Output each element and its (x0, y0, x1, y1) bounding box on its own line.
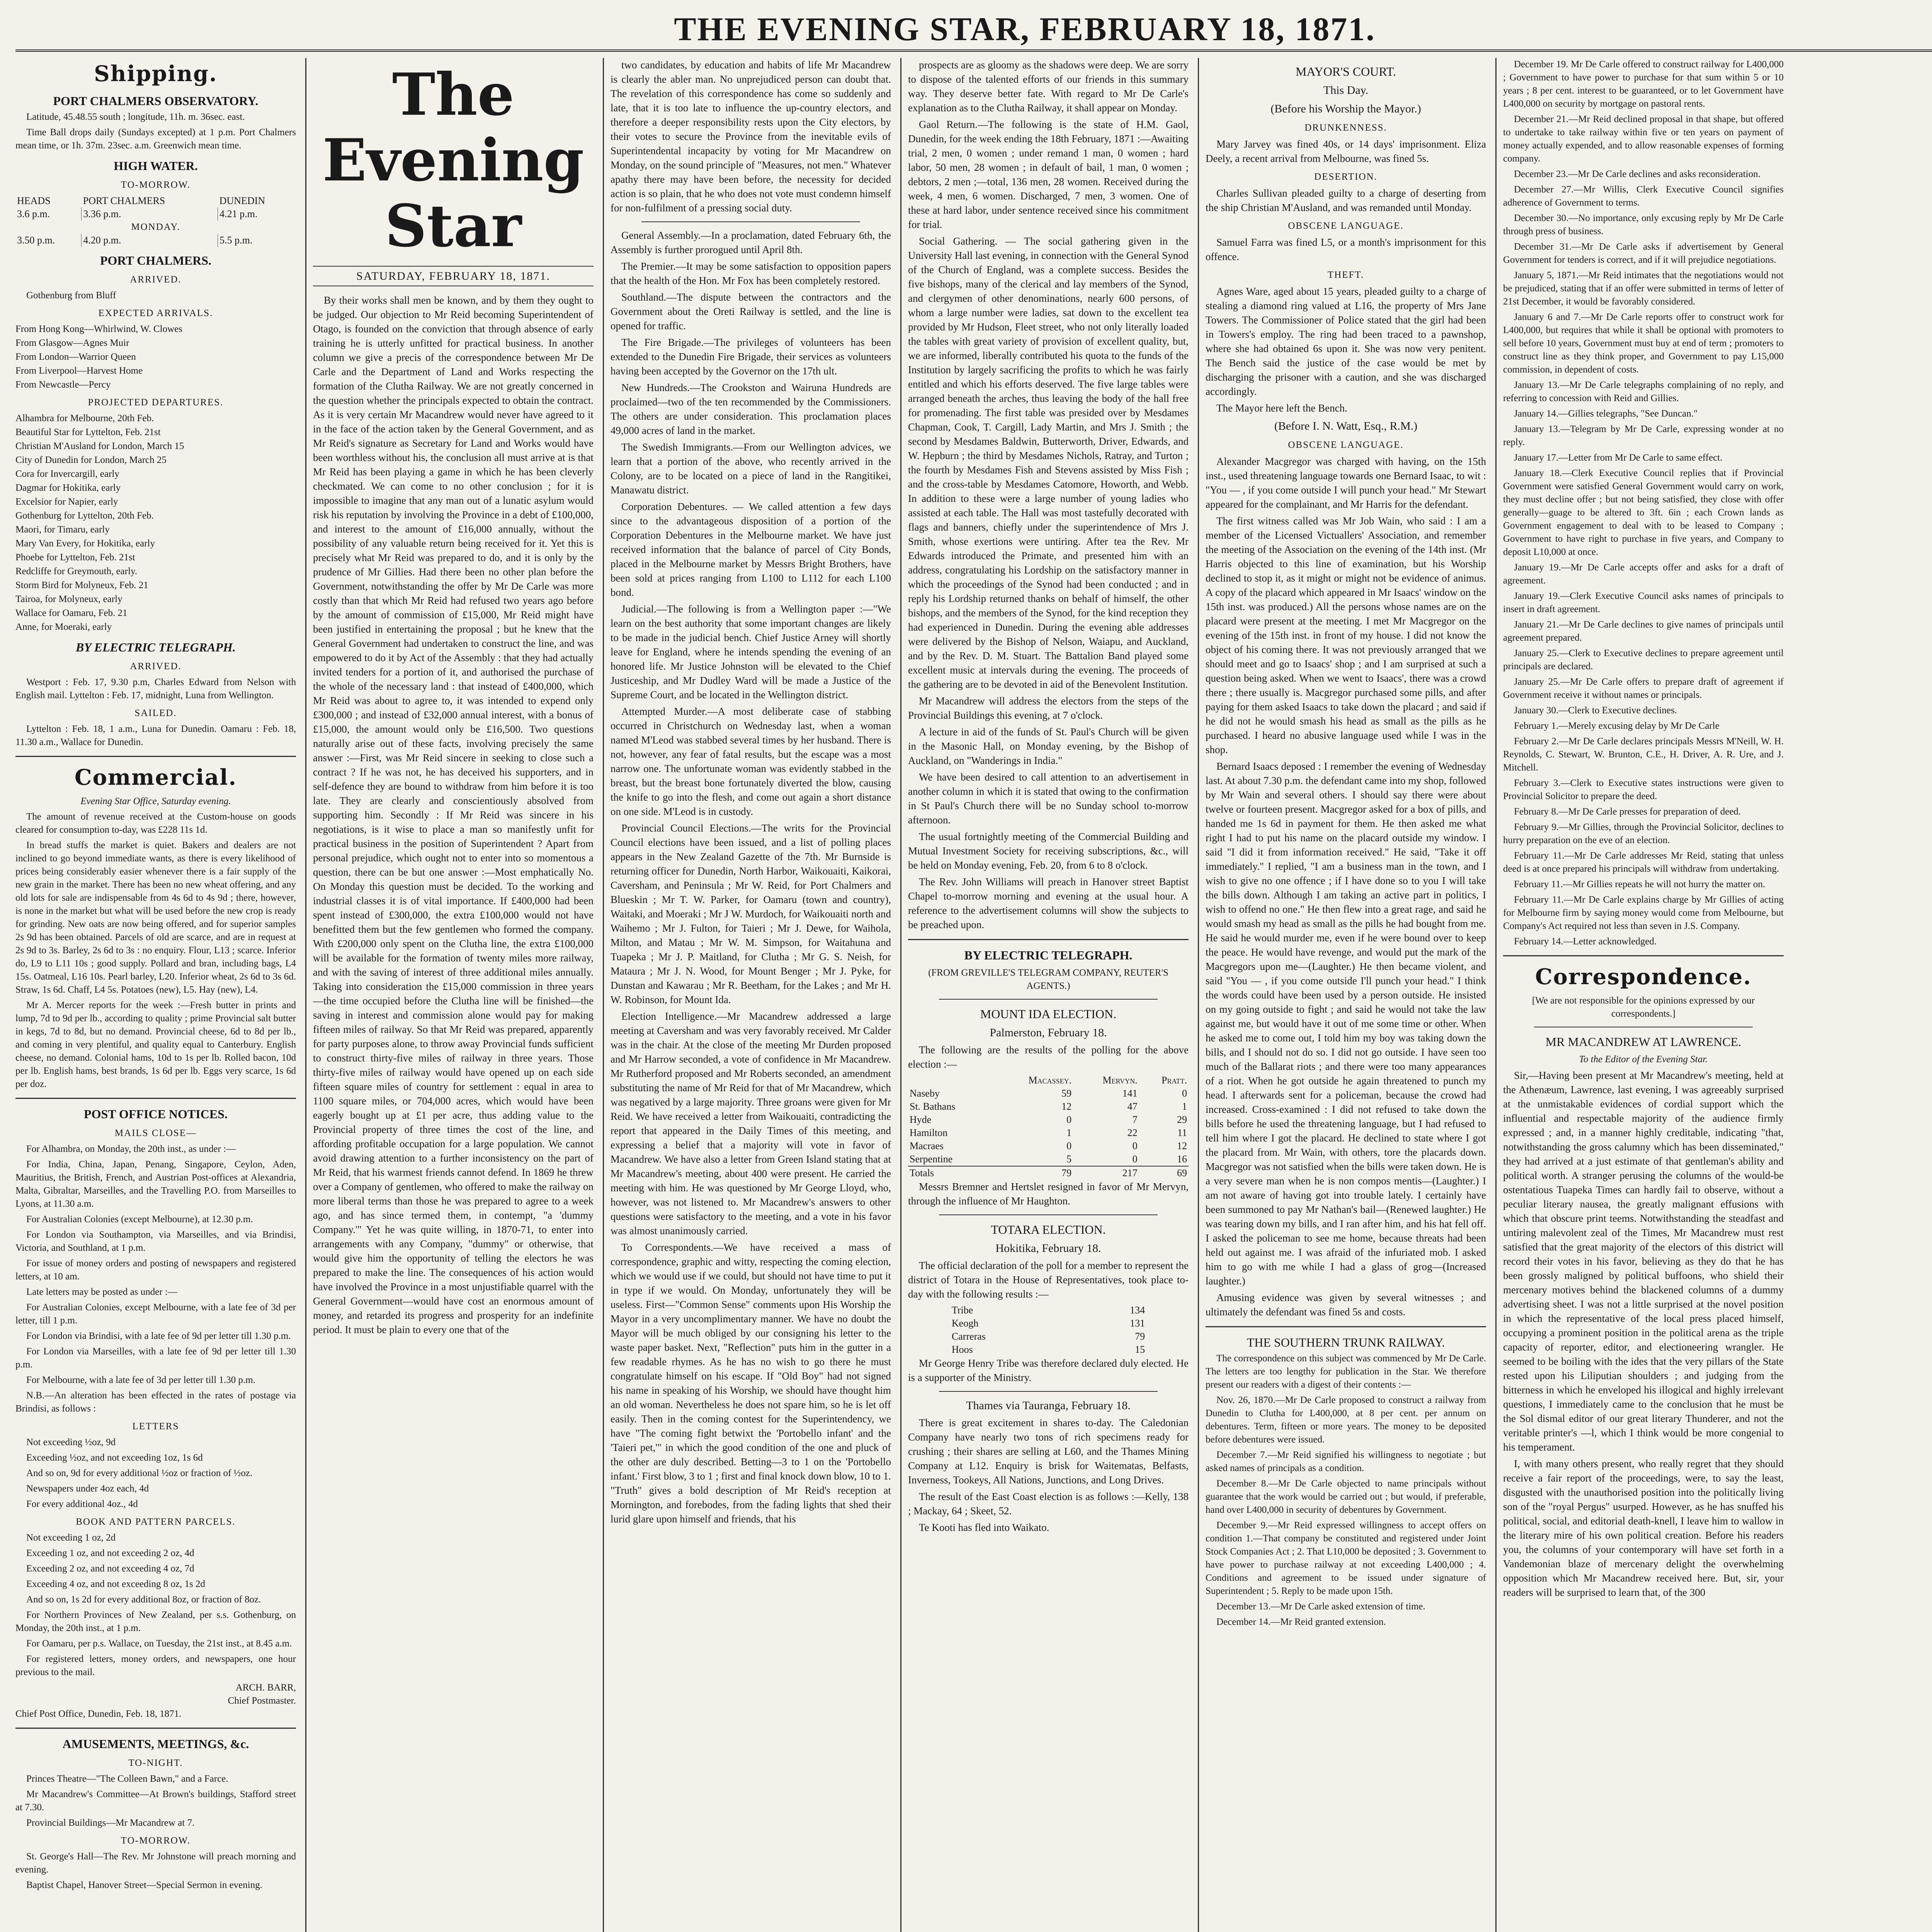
poll-cell: 22 (1127, 1127, 1138, 1138)
list-item: From Newcastle—Percy (15, 379, 111, 390)
obscene-label: OBSCENE LANGUAGE. (1288, 440, 1404, 450)
shipping-title: Shipping. (94, 61, 218, 87)
letter-title: MR MACANDREW AT LAWRENCE. (1545, 1035, 1742, 1049)
divider (939, 1391, 1158, 1392)
totara-cell: 15 (1135, 1344, 1145, 1355)
tide-header: PORT CHALMERS (83, 195, 165, 206)
list-item: January 19.—Clerk Executive Council asks names of principals to insert in draft agreement. (1503, 591, 1784, 614)
news-note: The Rev. John Williams will preach in Hanover street Baptist Chapel to-morrow morning and evening at the usual hour. A reference to the advertisement columns will show the subjects to be preached upon. (908, 876, 1189, 930)
list-item: Gothenburg for Lyttelton, 20th Feb. (15, 510, 154, 521)
list-item: February 1.—Merely excusing delay by Mr De Carle (1514, 721, 1719, 731)
correspondence-note: [We are not responsible for the opinions expressed by our correspondents.] (1532, 995, 1755, 1019)
commercial-dateline: Evening Star Office, Saturday evening. (80, 796, 231, 806)
list-item: January 21.—Mr De Carle declines to give names of principals until agreement prepared. (1503, 619, 1784, 643)
mount-ida-text: The following are the results of the polling for the above election :— (908, 1044, 1189, 1070)
list-item: January 19.—Mr De Carle accepts offer and asks for a draft of agreement. (1503, 562, 1784, 586)
poll-cell: 12 (1061, 1101, 1072, 1112)
commercial-paragraph: In bread stuffs the market is quiet. Bakers and dealers are not inclined to go beyond immediate wants, as there is every likelihood of prices being considerably easier whenever there is a fair supply of the new grain in the market. There has been no new wheat offering, and any old lots for sale are indispensable from 4s 6d to 4s 9d ; there, however, is none in the market but what will be used before the new crop is ready for grinding. New oats are now being offered, and for superior samples 2s 9d has been obtained. Parcels of old are scarce, and are in request at 2s 9d to 3s. Barley, 2s 6d to 3s : no enquiry. Flour, L13 ; scarce. Inferior do, L9 to L11 10s ; good supply. Pollard and bran, including bags, L4 15s. Oatmeal, L16 10s. Pearl barley, L20. Inferior wheat, 2s 6d to 3s 6d. Straw, 1s 6d. Chaff, L4 5s. Potatoes (new), L5. Hay (new), L4. (15, 840, 296, 995)
list-item: Storm Bird for Molyneux, Feb. 21 (15, 580, 148, 590)
list-item: December 27.—Mr Willis, Clerk Executive Council signifies adherence of Government to terms. (1503, 184, 1784, 208)
editorial-dateline: SATURDAY, FEBRUARY 18, 1871. (313, 266, 594, 286)
list-item: January 5, 1871.—Mr Reid intimates that the negotiations would not be prejudiced, stating that if an offer were submitted in terms of letter of 21st December, it would be favorably considered. (1503, 270, 1784, 307)
list-item: And so on, 9d for every additional ½oz or fraction of ½oz. (26, 1468, 253, 1478)
table-row (950, 1304, 1146, 1317)
thames-text: Te Kooti has fled into Waikato. (919, 1522, 1049, 1533)
poll-header: Mervyn. (1102, 1075, 1138, 1086)
list-item: Exceeding ½oz, and not exceeding 1oz, 1s 6d (26, 1452, 203, 1463)
list-item: December 14.—Mr Reid granted extension. (1216, 1617, 1386, 1627)
news-note: The Fire Brigade.—The privileges of volunteers has been extended to the Dunedin Fire Brigade, their services as volunteers having been accepted by the Governor on the 17th ult. (611, 337, 891, 377)
list-item: January 30.—Clerk to Executive declines. (1514, 705, 1677, 716)
totara-cell: Keogh (951, 1318, 979, 1329)
poll-table (908, 1074, 1189, 1180)
totara-cell: 79 (1135, 1331, 1145, 1342)
court-text: Samuel Farra was fined L5, or a month's imprisonment for this offence. (1206, 236, 1486, 262)
divider (939, 1214, 1158, 1215)
court-text: Charles Sullivan pleaded guilty to a charge of deserting from the ship Christian M'Ausland, and was remanded until Monday. (1206, 187, 1486, 213)
tide-cell: 3.6 p.m. (15, 207, 82, 221)
amusements-title: AMUSEMENTS, MEETINGS, &c. (62, 1737, 249, 1751)
list-item: For London via Southampton, via Marseilles, and via Brindisi, Victoria, and Southland, at 1 p.m. (15, 1230, 296, 1253)
list-item: For London via Marseilles, with a late fee of 9d per letter till 1.30 p.m. (15, 1346, 296, 1370)
list-item: January 13.—Telegram by Mr De Carle, expressing wonder at no reply. (1503, 424, 1784, 447)
tide-header: HEADS (17, 195, 51, 206)
list-item: February 8.—Mr De Carle presses for preparation of deed. (1514, 806, 1741, 817)
poll-header (908, 1074, 993, 1087)
news-note: Attempted Murder.—A most deliberate case of stabbing occurred in Christchurch on Wednesday last, when a woman named M'Leod was stabbed several times by her husband. There is not, however, any fear of fatal results, but the escape was a most narrow one. The unfortunate woman was evidently stabbed in the breast, but the breast bone fortunately diverted the blow, causing the knife to go into the flesh, and come out again a short distance on one side. M'Leod is in custody. (611, 706, 891, 817)
court-text: Alexander Macgregor was charged with having, on the 15th inst., used threatening language towards one Bernard Isaac, to wit : "You — , if you come outside I will punch your head." Mr Stewart appeared for the complainant, and Mr Harris for the defendant. (1206, 456, 1486, 510)
monday-label: MONDAY. (131, 222, 180, 232)
column-rule (1495, 58, 1497, 1932)
list-item: From Liverpool—Harvest Home (15, 366, 143, 376)
table-row (908, 1126, 1189, 1139)
poll-cell: Serpentine (910, 1153, 953, 1165)
totara-text: The official declaration of the poll for a member to represent the district of Totara in the House of Representatives, took place to-day with the following results :— (908, 1260, 1189, 1300)
before-label: (Before his Worship the Mayor.) (1270, 102, 1421, 115)
poll-cell: 0 (1066, 1114, 1072, 1125)
telegraph-source: (FROM GREVILLE'S TELEGRAM COMPANY, REUTER'S AGENTS.) (928, 968, 1168, 991)
arrived-label: ARRIVED. (130, 274, 182, 285)
letters-label: LETTERS (132, 1421, 179, 1432)
totara-title: TOTARA ELECTION. (991, 1223, 1106, 1236)
list-item: Not exceeding ½oz, 9d (26, 1437, 116, 1447)
list-item: Nov. 26, 1870.—Mr De Carle proposed to construct a railway from Dunedin to Clutha for L400,000, at 8 per cent. per annum on debentures. Term, fifteen or more years. The money to be deposited before debentures were issued. (1206, 1395, 1486, 1445)
column-4 (908, 58, 1189, 1932)
list-item: Phoebe for Lyttelton, Feb. 21st (15, 552, 135, 563)
mount-ida-dateline: Palmerston, February 18. (990, 1026, 1107, 1039)
list-item: For Australian Colonies (except Melbourne), at 12.30 p.m. (26, 1214, 253, 1225)
list-item: Maori, for Timaru, early (15, 524, 110, 535)
list-item: Anne, for Moeraki, early (15, 622, 112, 632)
news-note: A lecture in aid of the funds of St. Paul's Church will be given in the Masonic Hall, on Monday evening, by the Bishop of Auckland, on "Wanderings in India." (908, 726, 1189, 766)
sailed-text: Lyttelton : Feb. 18, 1 a.m., Luna for Dunedin. Oamaru : Feb. 18, 11.30 a.m., Wallace for Dunedin. (15, 724, 296, 747)
port-title: PORT CHALMERS. (100, 253, 212, 267)
thames-text: There is great excitement in shares to-day. The Caledonian Company have nearly two tons of rich specimens ready for crushing ; their shares are selling at L60, and the Thames Mining Company at L12. Enquiry is brisk for Waitematas, Belfasts, Inverness, Tookeys, All Nations, Junctions, and Long Drives. (908, 1417, 1189, 1486)
table-row (908, 1100, 1189, 1113)
letters-list (15, 1436, 296, 1511)
to-morrow-label: TO-MORROW. (121, 180, 191, 190)
totara-cell: Carreras (951, 1331, 986, 1342)
poll-cell: 0 (1132, 1140, 1138, 1151)
list-item: December 9.—Mr Reid expressed willingness to accept offers on condition 1.—That company be constituted and registered under Joint Stock Companies Act ; 2. That L10,000 be deposited ; 3. Government to have power to purchase railway at not exceeding L400,000 ; 4. Conditions and agreement to be issued under signature of Superintendent ; 5. Reply to be made upon 15th. (1206, 1520, 1486, 1596)
poll-cell: 7 (1132, 1114, 1138, 1125)
poll-cell: 29 (1177, 1114, 1187, 1125)
desertion-label: DESERTION. (1314, 172, 1378, 182)
poll-cell: 1 (1066, 1127, 1072, 1138)
theft-label: THEFT. (1327, 270, 1364, 280)
to-morrow-label: TO-MORROW. (121, 1835, 191, 1846)
news-note: Election Intelligence.—Mr Macandrew addressed a large meeting at Caversham and was very favorably received. Mr Calder was in the chair. At the close of the meeting Mr Durden proposed and Mr Harrow seconded, a vote of confidence in Mr Macandrew. Mr Rutherford proposed and Mr Roberts seconded, an amendment substituting the name of Mr Reid for that of Mr Macandrew, which was negatived by a large majority. Three groans were given for Mr Reid. We have received a letter from Waikouaiti, contradicting the report that appeared in the Daily Times of this meeting, and expressing a belief that a majority will vote in favor of Macandrew. We have also a letter from Green Island stating that at Mr Macandrew's meeting, about 400 were present. He carried the meeting with him. He was questioned by Mr George Lloyd, who, however, was not listened to. Mr Macandrew's answers to other questions were satisfactory to the meeting, and a vote in his favor was almost unanimously carried. (611, 1010, 891, 1236)
poll-cell: 59 (1061, 1088, 1072, 1099)
mount-ida-title: MOUNT IDA ELECTION. (980, 1007, 1117, 1021)
this-day: This Day. (1323, 84, 1369, 97)
court-text: Agnes Ware, aged about 15 years, pleaded guilty to a charge of stealing a diamond ring valued at L16, the property of Mrs Jane Towers. The Commissioner of Police stated that the girl had been in Towers's employ. The ring had been traced to a pawnshop, where she had obtained 6s upon it. She was now very penitent. The Bench said the justice of the case would be met by discharging the prisoner with a caution, and she was discharged accordingly. (1206, 286, 1486, 397)
list-item: Dagmar for Hokitika, early (15, 483, 121, 493)
poll-cell: Hamilton (910, 1127, 948, 1138)
news-note: Corporation Debentures. — We called attention a few days since to the advantageous disposition of a portion of the Corporation Debentures in the Melbourne market. We have just received information that the balance of parcel of City Bonds, placed in the Melbourne market by Messrs Bright Brothers, have been sold at prices ranging from L100 to L112 for each L100 bond. (611, 501, 891, 598)
divider (15, 1098, 296, 1099)
totara-dateline: Hokitika, February 18. (995, 1242, 1101, 1255)
news-note: To Correspondents.—We have received a mass of correspondence, graphic and witty, respecting the coming election, which we would use if we could, but should not have time to put it in type if we would. On Monday, unfortunately they will be useless. First—"Common Sense" comments upon His Worship the Mayor in a very uncomplimentary manner. We have no doubt the Mayor will be much obliged by our consigning his letter to the waste paper basket. Next, "Reflection" puts him in the gutter in a few readable rhymes. As he has no wish to go there he must congratulate himself on his escape. If "Old Boy" had not signed his name in speaking of his Worship, we should have thought him an old woman. Nevertheless he does not spare him, so he is let off easily. Then in the coming contest for the Superintendency, we have "The coming fight betwixt the 'Portobello infant' and the 'Taieri pet,'" in which the good condition of the one and pluck of the other are duly described. Betting—3 to 1 on the 'Portobello infant.' First blow, 3 to 1 ; first and final knock down blow, 10 to 1. "Truth" gives a bold description of Mr Reid's reception at Mornington, and forebodes, from the fading lights that shed their lurid glare upon himself and friends, that his (611, 1242, 891, 1525)
post-title: POST OFFICE NOTICES. (84, 1107, 228, 1121)
list-item: December 30.—No importance, only excusing reply by Mr De Carle through press of business. (1503, 213, 1784, 236)
totara-cell: 131 (1130, 1318, 1145, 1329)
list-item: February 11.—Mr De Carle addresses Mr Reid, stating that unless deed is at once prepared his principals will withdraw from undertaking. (1503, 850, 1784, 874)
table-row (908, 1113, 1189, 1126)
list-item: For London via Brindisi, with a late fee of 9d per letter till 1.30 p.m. (26, 1331, 291, 1341)
news-note: Mr Macandrew will address the electors from the steps of the Provincial Buildings this evening, at 7 o'clock. (908, 695, 1189, 721)
column-5 (1206, 58, 1486, 1932)
list-item: For Melbourne, with a late fee of 3d per letter till 1.30 p.m. (26, 1375, 255, 1385)
list-item: January 13.—Mr De Carle telegraphs complaining of no reply, and referring to concession with Reid and Gillies. (1503, 380, 1784, 403)
list-item: Tairoa, for Molyneux, early (15, 594, 122, 604)
list-item: January 17.—Letter from Mr De Carle to same effect. (1514, 452, 1723, 463)
poll-cell: 11 (1177, 1127, 1187, 1138)
post-signature: Chief Postmaster. (228, 1696, 296, 1706)
totara-tail: Mr George Henry Tribe was therefore declared duly elected. He is a supporter of the Ministry. (908, 1357, 1189, 1383)
list-item: December 13.—Mr De Carle asked extension of time. (1216, 1601, 1425, 1612)
thames-title: Thames via Tauranga, February 18. (966, 1399, 1131, 1412)
list-item: For India, China, Japan, Penang, Singapore, Ceylon, Aden, Mauritius, the British, French, and Austrian Post-offices at Alexandria, Malta, Gibraltar, Marseilles, and the Travelling P.O. from Marseilles to Lyons, at 11.30 a.m. (15, 1159, 296, 1209)
arrived2-label: ARRIVED. (130, 661, 182, 672)
column-rule (603, 58, 604, 1932)
commercial-paragraph: Mr A. Mercer reports for the week :—Fresh butter in prints and lump, 7d to 9d per lb., according to quality ; prime Provincial salt butter in kegs, 7d to 8d, but no demand. Provincial cheese, 6d to 8d per lb., and coming in very plentiful, and quality equal to Canterbury. English cheese, no demand. Colonial hams, 10d to 1s per lb. Rolled bacon, 10d per lb. English hams, best brands, 1s 6d per lb. Eggs very scarce, 1s 6d per doz. (15, 1000, 296, 1089)
mayor-title: MAYOR'S COURT. (1296, 65, 1396, 78)
table-row (950, 1343, 1146, 1356)
post-list (15, 1143, 296, 1415)
divider (641, 221, 860, 222)
poll-cell: Naseby (910, 1088, 940, 1099)
observatory-title: PORT CHALMERS OBSERVATORY. (53, 94, 259, 108)
list-item: December 7.—Mr Reid signified his willingness to negotiate ; but asked names of principals as a condition. (1206, 1450, 1486, 1473)
list-item: December 8.—Mr De Carle objected to name principals without guarantee that the work would be carried out ; but would, if preferable, hand over L400,000 in security of debentures by Government. (1206, 1478, 1486, 1515)
totara-cell: Hoos (951, 1344, 973, 1355)
list-item: Beautiful Star for Lyttelton, Feb. 21st (15, 427, 161, 437)
post-signature: Chief Post Office, Dunedin, Feb. 18, 1871. (15, 1709, 182, 1719)
obscene-label: OBSCENE LANGUAGE. (1288, 221, 1404, 231)
list-item: Mary Van Every, for Hokitika, early (15, 538, 155, 549)
letter-to: To the Editor of the Evening Star. (1579, 1054, 1708, 1065)
list-item: December 23.—Mr De Carle declines and asks reconsideration. (1514, 169, 1760, 179)
news-note: Provincial Council Elections.—The writs for the Provincial Council elections have been issued, and a list of polling places appears in the New Zealand Gazette of the 7th. Mr Burnside is returning officer for Dunedin, North Harbor, Waikouaiti, Kaikorai, Caversham, and Peninsula ; Mr W. Reid, for Port Chalmers and Blueskin ; Mr T. W. Parker, for Oamaru (town and country), Waitaki, and Moeraki ; Mr J W. Murdoch, for Waikouaiti north and Waihemo ; Mr J. Fulton, for Taieri ; Mr J. Dewe, for Waihola, Milton, and Matau ; Mr W. M. Simpson, for Waitahuna and Tuapeka ; Mr J. P. Maitland, for Clutha ; Mr G. S. Neish, for Mataura ; Mr J. N. Wood, for Mount Benger ; Mr J. Pyke, for Dunstan and Kawarau ; Mr R. Beetham, for the Lakes ; and Mr H. W. Robinson, for Mount Ida. (611, 822, 891, 1005)
list-item: For Alhambra, on Monday, the 20th inst., as under :— (26, 1144, 236, 1154)
list-item: February 14.—Letter acknowledged. (1514, 936, 1657, 947)
list-item: January 18.—Clerk Executive Council replies that if Provincial Government were satisfied General Government would carry on work, they must decline offer ; but not being satisfied, they close with offer generally—guage to be altered to 3ft. 6in ; each Crown lands as Government engagement to deal with to be leased to Company ; Government to have right to purchase in five years, and Company to deposit L10,000 at once. (1503, 468, 1784, 557)
list-item: For Oamaru, per p.s. Wallace, on Tuesday, the 21st inst., at 8.45 a.m. (26, 1638, 292, 1649)
tide-cell: 4.21 p.m. (219, 208, 258, 219)
news-note: Southland.—The dispute between the contractors and the Government about the Oreti Railway is settled, and the line is opened for traffic. (611, 291, 891, 332)
list-item: Cora for Invercargill, early (15, 469, 119, 479)
news-note: General Assembly.—In a proclamation, dated February 6th, the Assembly is further prorogued until April 8th. (611, 230, 891, 255)
table-row-total (908, 1166, 1189, 1180)
poll-cell: 47 (1127, 1101, 1138, 1112)
list-item: Princes Theatre—"The Colleen Bawn," and a Farce. (26, 1774, 228, 1784)
editorial-paragraph: By their works shall men be known, and by them they ought to be judged. Our objection to Mr Reid becoming Superintendent of Otago, is founded on the conviction that through absence of early training he is utterly unfitted for practical business. In another column we give a precis of the correspondence between Mr De Carle and the Department of Land and Works respecting the formation of the Clutha Railway. We are not greatly concerned in the question whether the principals expected to obtain the contract. As it is very certain Mr Macandrew would never have agreed to it in the face of the action taken by the General Government, and as Mr Reid's signature as Secretary for Land and Works would have been worthless without his, the conclusion all must arrive at is that Mr Reid has been playing a game in which he has been cleverly checkmated. We can come to no other conclusion ; for it is impossible to imagine that any man out of a lunatic asylum would risk his reputation by involving the Province in a debt of £100,000, and interest to the amount of £16,000 annually, without the possibility of any valuable return being received for it. Yet this is precisely what Mr Reid was prepared to do, and it is only by the prudence of Mr Gillies. Had there been no other plan before the Government, notwithstanding the offer by Mr De Carle was more costly than that which Mr Reid had refused two years ago before by the amount of commission of £15,000, Mr Reid might have been justified in entertaining the proposal ; but he knew that the General Government had undertaken to construct the line, and was empowered to do it by Act of the Assembly : that they had actually invited tenders for a portion of it, and authorised the purchase of the whole of the necessary land : that instead of £400,000, which Mr Reid was about to agree to, it was intended to expend only £300,000 ; and instead of £32,000 annual interest, with a bonus of £15,000, the amount would only be £16,500. Two questions naturally arise out of these facts, involving precisely the same answer :—First, was Mr Reid sincere in seeking to close such a contract ? If he was not, he has deceived his supporters, and in self-defence they are bound to withdraw from him before it is too late. They are clearly and conscientiously absolved from supporting him. Secondly : If Mr Reid was sincere in his negotiations, is it wise to place a man so manifestly unfit for practical business in the position of Superintendent ? Apart from personal prejudice, which ought not to enter into so momentous a question, there can be but one answer :—Most emphatically No. On Monday this question must be decided. To the working and industrial classes it is of vital importance. If £400,000 had been spent instead of £300,000, the extra £100,000 would not have benefitted them but the few gentlemen who formed the company. With £200,000 only spent on the Clutha line, the extra £100,000 will be available for the formation of twenty miles more railway, and with the saving of interest of three additional miles annually. Taking into consideration the £15,000 commission in three years—the time occupied before the Clutha line will be finished—the saving in interest and commission alone would pay for making fifteen miles of railway. So that Mr Reid was prepared, apparently for party purposes alone, to throw away Provincial funds sufficient to construct thirty-five miles of railway in three years. Those thirty-five miles of railway would have opened up on each side fifteen square miles of country for settlement : equal in area to 1100 square miles, or 704,000 acres, which would have been eagerly bought up at £1 per acre, thus adding value to the Provincial property of three times the cost of the line, and affording profitable occupation for a large population. We cannot avoid drawing attention to a further inconsistency on the part of Mr Reid, that his warmest friends cannot defend. In 1869 he threw over a Company of gentlemen, who offered to make the railway on more liberal terms than those he was prepared to agree to a week ago, and has since termed them, in contempt, "a 'dummy Company.'" Yet he was quite willing, in 1870-71, to enter into arrangements with any Company, "dummy" or otherwise, that would give him the opportunity of telling the electors he was prepared to make the line. The consequences of his action would have involved the Province in a most unjustifiable quarrel with the General Government—would have cost an enormous amount of money, and retarded its progress and prosperity for an indefinite period. It must be plain to every one that of the (313, 294, 594, 1335)
list-item: From London—Warrior Queen (15, 352, 136, 362)
list-item: For Northern Provinces of New Zealand, per s.s. Gothenburg, on Monday, the 20th inst., at 1 p.m. (15, 1610, 296, 1633)
news-note: Judicial.—The following is from a Wellington paper :—"We learn on the best authority that some important changes are likely to be made in the judicial bench. Chief Justice Arney will shortly leave for England, where he intends spending the evening of an honored life. Mr Justice Johnston will be elevated to the Chief Justiceship, and Mr Dudley Ward will be made a Justice of the Supreme Court, and be located in the Wellington district. (611, 603, 891, 701)
totara-cell: 134 (1130, 1304, 1145, 1316)
news-note: Gaol Return.—The following is the state of H.M. Gaol, Dunedin, for the week ending the 18th February, 1871 :—Awaiting trial, 2 men, 0 women ; under remand 1 man, 0 women ; hard labor, 50 men, 28 women ; in default of bail, 1 man, 0 women ; debtors, 2 men ;—total, 136 men, 28 women. Received during the week, 4 men, 6 women. Discharged, 7 men, 3 women. One of these at hard labor, under sentence received since his commitment for trial. (908, 119, 1189, 230)
mails-close: MAILS CLOSE— (114, 1128, 197, 1138)
table-row (908, 1087, 1189, 1100)
list-item: Baptist Chapel, Hanover Street—Special Sermon in evening. (26, 1880, 262, 1890)
list-item: January 25.—Mr De Carle offers to prepare draft of agreement if Government receive it without names or principals. (1503, 677, 1784, 700)
commercial-title: Commercial. (75, 765, 237, 790)
list-item: Mr Macandrew's Committee—At Brown's buildings, Stafford street at 7.30. (15, 1789, 296, 1813)
list-item: Newspapers under 4oz each, 4d (26, 1483, 149, 1494)
list-item: December 19. Mr De Carle offered to construct railway for L400,000 ; Government to have power to purchase for that sum within 5 or 10 years ; 8 per cent. interest to be guaranteed, or to let Government have L400,000 on security by mortgage on pastoral rents. (1503, 59, 1784, 109)
news-note: Social Gathering. — The social gathering given in the University Hall last evening, in connection with the General Synod of the Church of England, was a complete success. Besides the five bishops, many of the clerical and lay members of the Synod, and clergymen of other denominations, nearly 600 persons, of whom a large number were ladies, sat down to the excellent tea provided by Mr Hudson, Fleet street, who not only literally loaded the tables with great variety of provision of excellent quality, but, we are informed, liberally contributed his quota to the funds of the Institution by largely sacrificing the profits to which he was fairly entitled and which his efforts deserved. The five large tables were arranged beneath the arches, thus leaving the body of the hall free for promenading. The first table was presided over by Mesdames Chapman, Cook, T. Cargill, Lady Martin, and Mrs J. Smith ; the second by Mesdames Baldwin, Butterworth, Driver, Edwards, and W. Hepburn ; the third by Mesdames Nichols, Ratray, and Turton ; the fourth by Mesdames Fish and Stevens assisted by Miss Fish ; and the cross-table by Mesdames Catomore, Howorth, and Webb. In addition to these were a large number of young ladies who assisted at each table. The Hall was most tastefully decorated with flags and banners, chiefly under the superintendence of Mrs J. Smith, whose exertions were untiring. After tea the Rev. Mr Edwards introduced the Primate, and presented him with an address, congratulating his Lordship on the satisfactory manner in which the proceedings of the Synod had been conducted ; and in reply his Lordship returned thanks on behalf of himself, the other bishops, and the members of the Synod, for the kind reception they had experienced in Dunedin. During the evening able addresses were delivered by the Bishop of Nelson, Waiapu, and Auckland, and by the Rev. D. M. Stuart. The Battalion Band played some excellent music at intervals during the evening. The proceeds of the gathering are to be devoted in aid of the Benevolent Institution. (908, 235, 1189, 690)
projected-list (15, 412, 296, 634)
observatory-text: Latitude, 45.48.55 south ; longitude, 11h. m. 36sec. east. (26, 112, 245, 122)
poll-cell: 16 (1177, 1153, 1187, 1165)
masthead-rule (15, 49, 1932, 52)
commercial-paragraph: The amount of revenue received at the Custom-house on goods cleared for consumption to-day, was £228 11s 1d. (15, 811, 296, 835)
tide-cell: 4.20 p.m. (82, 234, 218, 247)
trunk-text: The correspondence on this subject was commenced by Mr De Carle. The letters are too lengthy for publication in the Star. We therefore present our readers with a digest of their contents :— (1206, 1353, 1486, 1390)
list-item: February 11.—Mr De Carle explains charge by Mr Gillies of acting for Melbourne firm by saying money would come from Melbourne, but Company's Act required not less than seven in J.S. Company. (1503, 895, 1784, 931)
list-item: For issue of money orders and posting of newspapers and registered letters, at 10 am. (15, 1258, 296, 1282)
post-signature: ARCH. BARR, (235, 1682, 296, 1693)
timeball-text: Time Ball drops daily (Sundays excepted) at 1 p.m. Port Chalmers mean time, or 1h. 37m. 23sec. a.m. Greenwich mean time. (15, 127, 296, 151)
list-item: Alhambra for Melbourne, 20th Feb. (15, 413, 154, 423)
poll-cell: 5 (1066, 1153, 1072, 1165)
mount-ida-tail: Messrs Bremner and Hertslet resigned in favor of Mr Mervyn, through the influence of Mr Haughton. (908, 1181, 1189, 1207)
poll-cell: 0 (1182, 1088, 1187, 1099)
list-item: St. George's Hall—The Rev. Mr Johnstone will preach morning and evening. (15, 1851, 296, 1875)
list-item: From Glasgow—Agnes Muir (15, 338, 129, 348)
list-item: February 3.—Clerk to Executive states instructions were given to Provincial Solicitor to prepare the deed. (1503, 778, 1784, 801)
correspondence-digest (1503, 58, 1784, 1600)
poll-cell: Hyde (910, 1114, 932, 1125)
to-night-label: TO-NIGHT. (128, 1758, 183, 1768)
list-item: Exceeding 1 oz, and not exceeding 2 oz, 4d (26, 1548, 194, 1558)
news-note: The Premier.—It may be some satisfaction to opposition papers that the health of the Hon. Mr Fox has been completely restored. (611, 260, 891, 286)
arrived-text: Gothenburg from Bluff (26, 290, 116, 301)
list-item: N.B.—An alteration has been effected in the rates of postage via Brindisi, as follows : (15, 1390, 296, 1414)
totara-cell: Tribe (951, 1304, 973, 1316)
book-label: BOOK AND PATTERN PARCELS. (76, 1517, 236, 1527)
poll-cell: 0 (1132, 1153, 1138, 1165)
court-text: Amusing evidence was given by several witnesses ; and ultimately the defendant was fined 5s and costs. (1206, 1292, 1486, 1318)
tide-cell: 3.36 p.m. (82, 207, 218, 221)
totara-table (950, 1304, 1146, 1356)
poll-cell: 79 (1061, 1167, 1072, 1179)
list-item: For Australian Colonies, except Melbourne, with a late fee of 3d per letter, till 1 p.m. (15, 1302, 296, 1326)
list-item: Provincial Buildings—Mr Macandrew at 7. (26, 1818, 195, 1828)
list-item: Excelsior for Napier, early (15, 497, 118, 507)
list-item: February 11.—Mr Gillies repeats he will not hurry the matter on. (1514, 879, 1765, 889)
list-item: Late letters may be posted as under :— (26, 1287, 177, 1297)
masthead: THE EVENING STAR, FEBRUARY 18, 1871. (674, 10, 1376, 48)
column-6 (1503, 58, 1932, 1932)
trunk-title: THE SOUTHERN TRUNK RAILWAY. (1247, 1335, 1445, 1349)
list-item: And so on, 1s 2d for every additional 8oz, or fraction of 8oz. (26, 1594, 261, 1605)
court-text: Bernard Isaacs deposed : I remember the evening of Wednesday last. At about 7.30 p.m. the defendant came into my shop, followed by Mr Wain and several others. I should say there were about twelve or fourteen present. Macgregor asked for a box of pills, and handed me 1s 6d in payment for them. He then asked me what right I had to put his name on the placard outside my window. I said "I did it from information received." He said, "Take it off immediately." I replied, "I am a business man in the town, and I wish to give no one offence ; if I have done so to you I will take the bills down. Although I am taking an active part in politics, I wish to offend no one." He then flew into a great rage, and said he would smash my head as small as the pills he had bought from me. He said he would murder me, even if he were bound over to keep the peace. He would have revenge, and would put the mark of the Macgregors upon me—(Laughter.) He then became violent, and said "You — , if you come outside I'll punch your head." I think the words could have been used by a person outside. He insisted on my going outside to fight ; and said he would not take the law against me, but would have it out of me some time or other. When he asked me to come out, I told him my boy was taking down the bills, and I should not do so. I did not go outside. I have seen too much of the Ballarat riots ; and there were too many appearances of a riot. When he got outside he again threatened to punch my head. I afterwards sent for a policeman, because the crowd had increased. Cross-examined : I did not refused to take down the bills before he used the threatening language, but I had refused to tell him where I got the placard. He declined to state where I got the placard from. Mr Wain, with others, tore the placards down. Macgregor was not satisfied when the bills were taken down. He is a very severe man when he is non compos mentis—(Laughter.) I am not aware of having got into trouble lately. I certainly have been summoned to pay Mr Nathan's bail—(Renewed laughter.) He was tearing down my bills, and I ran after him, and his hat fell off. I asked the policeman to see me home, because threats had been held out against me. I was afraid of the infuriated mob. I asked him to go with me while I had a glass of grog—(Increased laughter.) (1206, 760, 1486, 1287)
divider (15, 1728, 296, 1729)
poll-header: Macassey. (1028, 1075, 1072, 1086)
thames-text: The result of the East Coast election is as follows :—Kelly, 138 ; Mackay, 64 ; Skeet, 52. (908, 1491, 1189, 1517)
high-water-title: HIGH WATER. (114, 159, 198, 173)
list-item: February 9.—Mr Gillies, through the Provincial Solicitor, declines to hurry preparation on the eve of an election. (1503, 822, 1784, 845)
poll-cell: 217 (1122, 1167, 1138, 1179)
list-item: Not exceeding 1 oz, 2d (26, 1532, 116, 1543)
list-item: January 25.—Clerk to Executive declines to prepare agreement until principals are declared. (1503, 648, 1784, 672)
tide-header: DUNEDIN (219, 195, 265, 206)
tide-table (15, 194, 296, 247)
poll-cell: 69 (1177, 1167, 1187, 1179)
correspondence-title: Correspondence. (1535, 964, 1752, 990)
arrived2-text: Westport : Feb. 17, 9.30 p.m, Charles Edward from Nelson with English mail. Lyttelton : Feb. 17, midnight, Luna from Wellington. (15, 677, 296, 701)
tide-cell: 5.5 p.m. (219, 235, 253, 246)
column-1 (15, 58, 296, 1932)
poll-cell: 12 (1177, 1140, 1187, 1151)
news-note: The Swedish Immigrants.—From our Wellington advices, we learn that a portion of the above, who recently arrived in the Colony, are to be located on a piece of land in the Rangitikei, Manawatu district. (611, 441, 891, 496)
poll-cell: 1 (1182, 1101, 1187, 1112)
column-rule (1198, 58, 1199, 1932)
divider (908, 939, 1189, 940)
news-note: We have been desired to call attention to an advertisement in another column in which it is stated that owing to the confirmation in St Paul's Church there will be no Sunday school to-morrow afternoon. (908, 771, 1189, 826)
expected-list (15, 323, 296, 391)
table-row (950, 1317, 1146, 1330)
poll-cell: St. Bathans (910, 1101, 956, 1112)
drunkenness-label: DRUNKENNESS. (1304, 122, 1387, 133)
list-item: City of Dunedin for London, March 25 (15, 455, 167, 465)
divider (1206, 1326, 1486, 1327)
letter-text: Sir,—Having been present at Mr Macandrew's meeting, held at the Athenæum, Lawrence, last evening, I was agreeably surprised at the unmistakable evidences of cordial support which the influential and respectable majority of the audience firmly expressed ; and, in a manner highly creditable, indicating "that, notwithstanding the gross calumny which has been disseminated," they had arrived at a just estimate of that gentleman's ability and political worth. A stranger perusing the columns of the would-be ostentatious Tuapeka Times can hardly fail to observe, without a peculiar literary nausea, the greatly malignant effusions with which that obscure print teems. Notwithstanding the steadfast and untiring malevolent zeal of the Times, Mr Macandrew must rest satisfied that the great majority of the electors of this district will record their votes in his favor, believing as they do that he has been grossly maligned by political buffoons, who shield their mercenary motives behind the blackened columns of a dummy advertising sheet. I was not a little surprised at the novel position in which the representative of the local press placed himself, occupying a prominent position in the political arena as the triple capacity of reporter, editor, and electioneering wrangler. He seemed to be boiling with the ides that the very pillars of the State rested upon his Liliputian shoulders ; and judging from the bitterness in which he enveloped his illogical and highly irrelevant questions, I immediately came to the conclusion that he must be the Sol dismal editor of our great literary Thunderer, and not the veritable printer's —l, which I think would be more congenial to his temperament. (1503, 1070, 1784, 1453)
list-item: December 31.—Mr De Carle asks if advertisement by General Government for tenders is correct, and if it will prejudice negotiations. (1503, 242, 1784, 265)
news-note: prospects are as gloomy as the shadows were deep. We are sorry to dispose of the talented efforts of our friends in this summary way. They deserve better fate. With regard to Mr De Carle's explanation as to the Clutha Railway, it shall appear on Monday. (908, 59, 1189, 114)
list-item: February 2.—Mr De Carle declares principals Messrs M'Neill, W. H. Reynolds, C. Stewart, W. Brunton, C.E., H. Driver, A. R. Ure, and J. Mitchell. (1503, 736, 1784, 773)
list-item: Exceeding 2 oz, and not exceeding 4 oz, 7d (26, 1563, 194, 1574)
column-3 (611, 58, 891, 1932)
court-text: Mary Jarvey was fined 40s, or 14 days' imprisonment. Eliza Deely, a recent arrival from Melbourne, was fined 5s. (1206, 138, 1486, 164)
column-2 (313, 58, 594, 1932)
news-note: The usual fortnightly meeting of the Commercial Building and Mutual Investment Society for receiving subscriptions, &c., will be held on Monday evening, Feb. 20, from 6 to 8 o'clock. (908, 831, 1189, 871)
divider (15, 756, 296, 757)
list-item: Christian M'Ausland for London, March 15 (15, 441, 184, 451)
expected-label: EXPECTED ARRIVALS. (98, 308, 213, 318)
list-item: For every additional 4oz., 4d (26, 1499, 138, 1509)
sailed-label: SAILED. (134, 708, 177, 718)
projected-label: PROJECTED DEPARTURES. (88, 397, 224, 408)
divider (939, 999, 1158, 1000)
tide-cell: 3.50 p.m. (15, 234, 82, 247)
poll-cell: Totals (910, 1167, 934, 1179)
book-list (15, 1531, 296, 1679)
poll-header: Pratt. (1162, 1075, 1187, 1086)
column-rule (305, 58, 306, 1932)
list-item: December 21.—Mr Reid declined proposal in that shape, but offered to undertake to take railway within five or ten years on payment of money actually expended, and to allow reasonable expenses of forming company. (1503, 114, 1784, 164)
newspaper-title: The Evening Star (322, 61, 584, 260)
court-text: The Mayor here left the Bench. (1216, 402, 1347, 414)
poll-cell: Macraes (910, 1140, 944, 1151)
column-rule (900, 58, 901, 1932)
telegraph-title: BY ELECTRIC TELEGRAPH. (964, 948, 1133, 962)
list-item: From Hong Kong—Whirlwind, W. Clowes (15, 324, 182, 334)
list-item: Exceeding 4 oz, and not exceeding 8 oz, 1s 2d (26, 1579, 206, 1589)
list-item: Redcliffe for Greymouth, early. (15, 566, 138, 577)
table-row (908, 1139, 1189, 1153)
divider (1503, 955, 1784, 956)
before-label: (Before I. N. Watt, Esq., R.M.) (1274, 420, 1418, 432)
news-note: New Hundreds.—The Crookston and Wairuna Hundreds are proclaimed—two of the ten recommended by the Commissioners. The others are under consideration. This proclamation places 49,000 acres of land in the market. (611, 382, 891, 436)
table-row (908, 1153, 1189, 1166)
list-item: January 6 and 7.—Mr De Carle reports offer to construct work for L400,000, but requires that while it shall be optional with promoters to sell before 10 years, Government must buy at end of term ; promoters to construct line as they think proper, and Government to pay L15,000 commission, in dependent of costs. (1503, 312, 1784, 375)
telegraph-title: BY ELECTRIC TELEGRAPH. (76, 640, 236, 654)
court-text: The first witness called was Mr Job Wain, who said : I am a member of the Licensed Victuallers' Association, and remember the meeting of the Association on the evening of the 14th inst. (Mr Harris objected to this line of examination, but his Worship declined to stop it, as it might or might not be evidence of animus. A copy of the placard which appeared in Mr Isaacs' window on the 15th inst. was produced.) All the persons whose names are on the placard were present at the meeting. I met Mr Macgregor on the evening of the 15th inst. in front of my house. I did not know the object of his coming there. It was not previously arranged that we should meet and go to Isaacs' shop ; and I am surprised at such a question being asked. When we went to Isaacs', there was a crowd there ; there usually is. Macgregor purchased some pills, and after paying for them asked Isaacs to take down the placard ; and said if he did not he would smash his head as small as the pills as he purchased. I heard no abusive language used while I was in the shop. (1206, 515, 1486, 755)
list-item: Wallace for Oamaru, Feb. 21 (15, 608, 128, 618)
poll-cell: 0 (1066, 1140, 1072, 1151)
list-item: For registered letters, money orders, and newspapers, one hour previous to the mail. (15, 1654, 296, 1677)
poll-cell: 141 (1122, 1088, 1138, 1099)
list-item: January 14.—Gillies telegraphs, "See Duncan." (1514, 408, 1698, 419)
table-row (950, 1330, 1146, 1343)
editorial-paragraph: two candidates, by education and habits of life Mr Macandrew is clearly the abler man. No unprejudiced person can doubt that. The revelation of this correspondence has come so suddenly and late, that it is too late to influence the up-country electors, and therefore a deeper responsibility rests upon the City electors, by their votes to secure the Province from the inevitable evils of Superintendental incapacity by voting for Mr Macandrew on Monday, on the sound principle of "Measures, not men." Whatever apathy there may have been before, the necessity for decided action is so plain, that he who does not vote must condemn himself for non-fulfilment of a pressing social duty. (611, 59, 891, 214)
letter-text: I, with many others present, who really regret that they should receive a fair report of the proceedings, were, to say the least, disgusted with the unauthorised position into the politically living son of the "royal Pergus" usurped. However, as he has snuffed his political, social, and editorial death-knell, I leave him to wallow in the literary mire of his own political creation. Before his readers you, the columns of your contemporary will have set forth in a Vandemonian blaze of mercenary delight the overwhelming opposition which Mr Macandrew received here. But, sir, your readers will be surprised to learn that, of the 300 (1503, 1458, 1784, 1598)
